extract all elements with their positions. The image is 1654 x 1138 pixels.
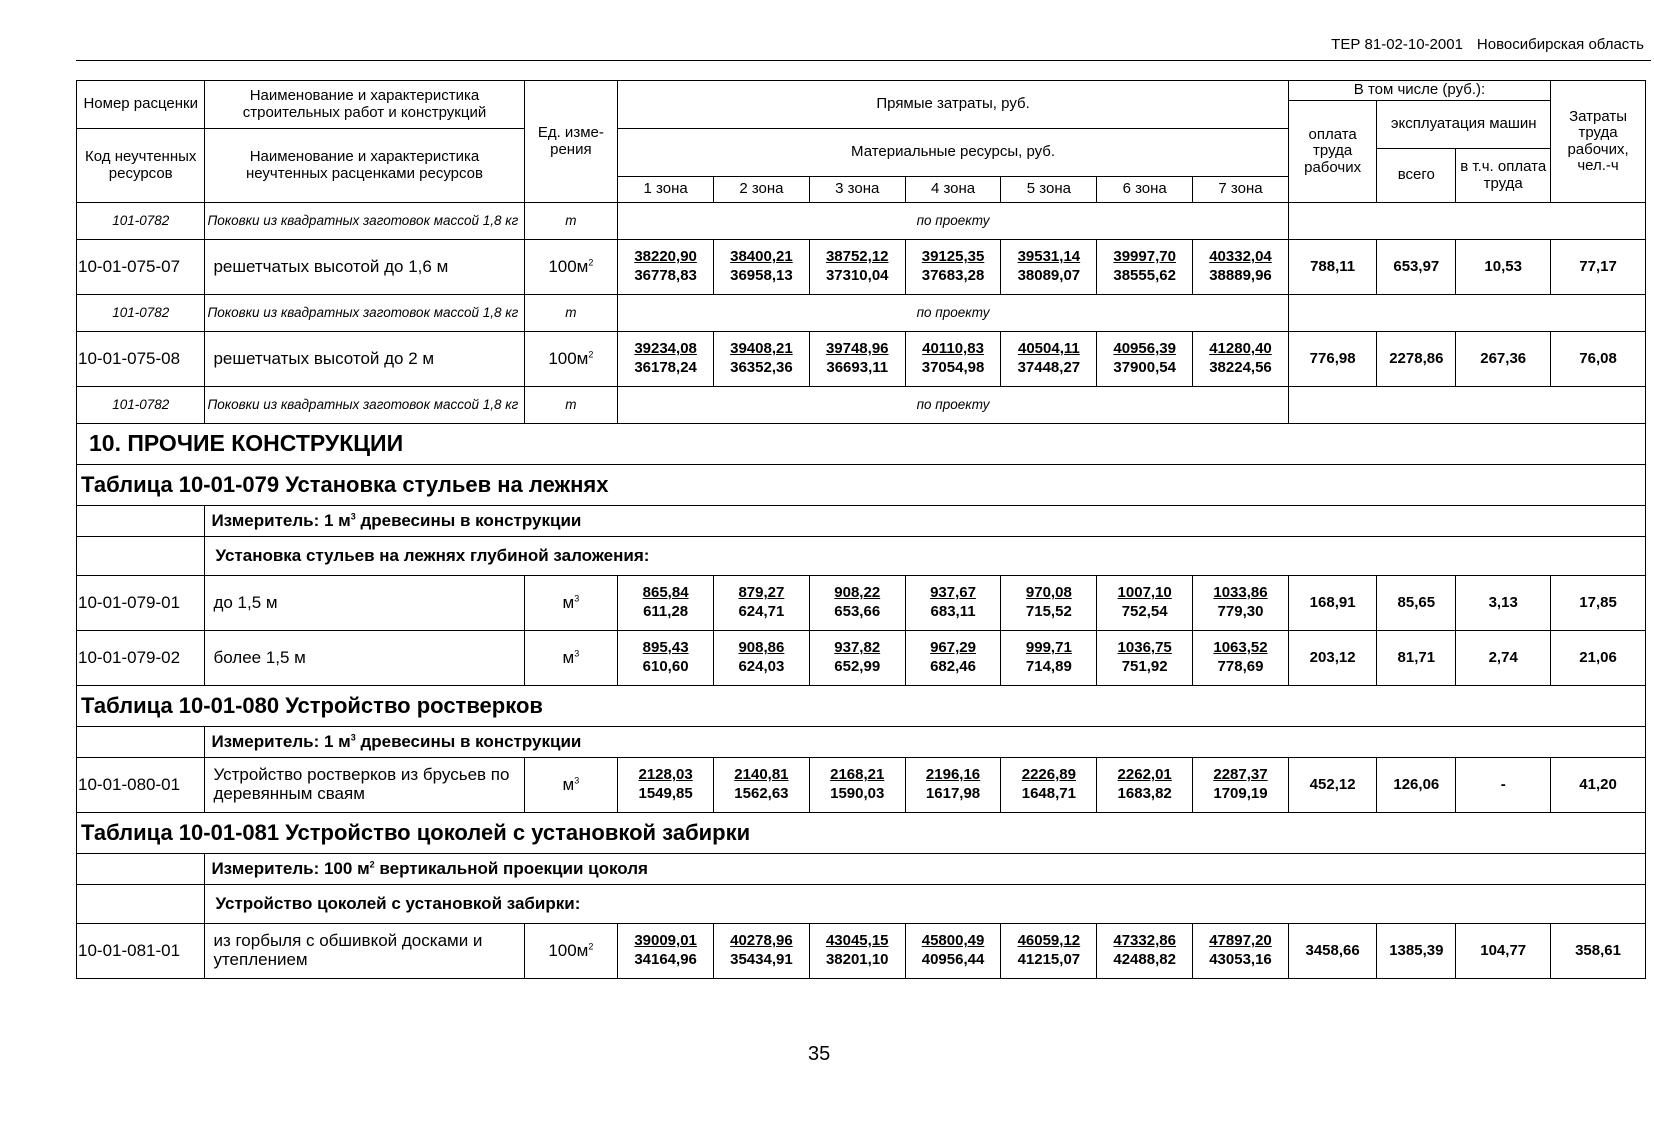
direct-cost: 937,82	[834, 639, 881, 657]
direct-cost: 45800,49	[921, 932, 985, 950]
material-cost: 683,11	[930, 603, 976, 620]
machine-total: 81,71	[1377, 631, 1456, 686]
zone-cost	[905, 332, 1001, 387]
material-cost: 624,71	[738, 603, 785, 620]
zone-cost	[1097, 240, 1193, 295]
work-name: решетчатых высотой до 2 м	[205, 332, 524, 387]
machine-labor: 267,36	[1456, 332, 1551, 387]
zone-cost	[714, 631, 810, 686]
page-number: 35	[808, 1043, 831, 1065]
zone-cost	[1097, 758, 1193, 813]
machine-total: 126,06	[1377, 758, 1456, 813]
rate-code: 10-01-075-07	[77, 240, 205, 295]
unit-sup: 2	[588, 941, 594, 951]
direct-cost: 2140,81	[734, 766, 789, 784]
material-cost: 34164,96	[634, 951, 697, 968]
subheading: Установка стульев на лежнях глубиной заложения:	[205, 537, 1646, 576]
machine-labor: 3,13	[1456, 576, 1551, 631]
work-name: до 1,5 м	[205, 576, 524, 631]
labor-pay: 203,12	[1288, 631, 1376, 686]
unit-text: м	[562, 774, 575, 794]
resource-name: Поковки из квадратных заготовок массой 1,8 кг	[205, 295, 524, 332]
labor-hours: 358,61	[1551, 924, 1646, 979]
unit	[524, 240, 618, 295]
material-cost: 40956,44	[921, 951, 985, 968]
zone-cost	[905, 576, 1001, 631]
zone-cost	[1193, 924, 1289, 979]
resource-note: по проекту	[618, 295, 1289, 332]
material-cost: 41215,07	[1017, 951, 1081, 968]
resource-row	[77, 387, 1646, 424]
zone-cost	[714, 332, 810, 387]
header-zone: 1 зона	[618, 177, 714, 203]
direct-cost: 38752,12	[825, 248, 889, 266]
machine-total: 653,97	[1377, 240, 1456, 295]
unit-sup: 3	[574, 775, 580, 785]
rate-code: 10-01-079-01	[77, 576, 205, 631]
measure-sup: 3	[350, 511, 356, 521]
resource-unit: т	[524, 295, 618, 332]
rate-code: 10-01-075-08	[77, 332, 205, 387]
direct-cost: 38400,21	[730, 248, 793, 266]
direct-cost: 2262,01	[1117, 766, 1172, 784]
labor-hours: 77,17	[1551, 240, 1646, 295]
material-cost: 37448,27	[1017, 359, 1081, 376]
zone-cost	[905, 631, 1001, 686]
direct-cost: 908,22	[834, 584, 881, 602]
material-cost: 36352,36	[730, 359, 793, 376]
material-cost: 38224,56	[1209, 359, 1272, 376]
direct-cost: 937,67	[930, 584, 976, 602]
direct-cost: 39531,14	[1017, 248, 1081, 266]
header-vtch: в т.ч. оплата труда	[1456, 149, 1551, 203]
resource-unit: т	[524, 203, 618, 240]
table-row	[77, 758, 1646, 813]
zone-cost	[714, 758, 810, 813]
direct-cost: 2226,89	[1021, 766, 1076, 784]
direct-cost: 2128,03	[638, 766, 693, 784]
document-code: ТЕР 81-02-10-2001	[1331, 36, 1463, 53]
direct-cost: 39997,70	[1113, 248, 1176, 266]
material-cost: 37054,98	[921, 359, 985, 376]
zone-cost	[618, 576, 714, 631]
zone-cost	[809, 332, 905, 387]
material-cost: 38089,07	[1017, 267, 1081, 284]
unit	[524, 758, 618, 813]
labor-hours: 17,85	[1551, 576, 1646, 631]
rate-code: 10-01-081-01	[77, 924, 205, 979]
unit	[524, 332, 618, 387]
header-ed: Ед. изме-рения	[524, 81, 618, 203]
region-name: Новосибирская область	[1476, 36, 1644, 53]
work-name: более 1,5 м	[205, 631, 524, 686]
unit	[524, 631, 618, 686]
price-table	[76, 80, 1646, 979]
measure-label	[205, 727, 1646, 758]
material-cost: 37310,04	[825, 267, 889, 284]
direct-cost: 39234,08	[634, 340, 697, 358]
direct-cost: 39009,01	[634, 932, 697, 950]
zone-cost	[714, 240, 810, 295]
material-cost: 37900,54	[1113, 359, 1176, 376]
direct-cost: 40110,83	[922, 340, 984, 358]
material-cost: 1562,63	[734, 785, 789, 802]
unit	[524, 576, 618, 631]
header-zone: 3 зона	[809, 177, 905, 203]
running-header	[1331, 36, 1644, 53]
work-name: из горбыля с обшивкой досками и утеплением	[205, 924, 524, 979]
material-cost: 652,99	[834, 658, 881, 675]
table-row	[77, 631, 1646, 686]
zone-cost	[618, 240, 714, 295]
work-name: решетчатых высотой до 1,6 м	[205, 240, 524, 295]
labor-pay: 452,12	[1288, 758, 1376, 813]
machine-total: 85,65	[1377, 576, 1456, 631]
direct-cost: 39125,35	[921, 248, 985, 266]
zone-cost	[714, 576, 810, 631]
resource-name: Поковки из квадратных заготовок массой 1,8 кг	[205, 387, 524, 424]
direct-cost: 43045,15	[825, 932, 889, 950]
material-cost: 38201,10	[825, 951, 889, 968]
header-pryamye: Прямые затраты, руб.	[618, 81, 1289, 129]
header-nomer: Номер расценки	[77, 81, 205, 129]
zone-cost	[1097, 576, 1193, 631]
machine-total: 2278,86	[1377, 332, 1456, 387]
header-zone: 5 зона	[1001, 177, 1097, 203]
measure-text-rest: древесины в конструкции	[355, 510, 582, 530]
resource-row	[77, 203, 1646, 240]
measure-text: Измеритель: 1 м	[211, 510, 351, 530]
unit	[524, 924, 618, 979]
direct-cost: 2168,21	[830, 766, 885, 784]
material-cost: 610,60	[642, 658, 689, 675]
zone-cost	[618, 332, 714, 387]
machine-labor: 104,77	[1456, 924, 1551, 979]
direct-cost: 1063,52	[1213, 639, 1268, 657]
direct-cost: 970,08	[1025, 584, 1072, 602]
zone-cost	[1001, 758, 1097, 813]
labor-hours: 76,08	[1551, 332, 1646, 387]
zone-cost	[1097, 924, 1193, 979]
labor-pay: 788,11	[1288, 240, 1376, 295]
zone-cost	[714, 924, 810, 979]
unit-text: м	[562, 592, 575, 612]
direct-cost: 895,43	[642, 639, 689, 657]
zone-cost	[809, 576, 905, 631]
labor-hours: 21,06	[1551, 631, 1646, 686]
measure-text: Измеритель: 1 м	[211, 731, 351, 751]
direct-cost: 865,84	[642, 584, 689, 602]
measure-sup: 2	[369, 859, 375, 869]
direct-cost: 1033,86	[1213, 584, 1268, 602]
rate-code: 10-01-079-02	[77, 631, 205, 686]
material-cost: 624,03	[738, 658, 785, 675]
resource-name: Поковки из квадратных заготовок массой 1,8 кг	[205, 203, 524, 240]
unit-sup: 2	[588, 257, 594, 267]
direct-cost: 39748,96	[825, 340, 889, 358]
zone-cost	[618, 758, 714, 813]
material-cost: 752,54	[1121, 603, 1168, 620]
zone-cost	[618, 631, 714, 686]
zone-cost	[1193, 332, 1289, 387]
measure-sup: 3	[350, 732, 356, 742]
resource-note: по проекту	[618, 387, 1289, 424]
resource-code: 101-0782	[77, 295, 205, 332]
zone-cost	[1097, 631, 1193, 686]
labor-pay: 168,91	[1288, 576, 1376, 631]
header-zone: 2 зона	[714, 177, 810, 203]
material-cost: 778,69	[1217, 658, 1264, 675]
material-cost: 36958,13	[730, 267, 793, 284]
resource-note: по проекту	[618, 203, 1289, 240]
zone-cost	[1001, 924, 1097, 979]
zone-cost	[1001, 631, 1097, 686]
zone-cost	[1193, 240, 1289, 295]
direct-cost: 40278,96	[730, 932, 793, 950]
zone-cost	[1001, 240, 1097, 295]
material-cost: 653,66	[834, 603, 881, 620]
header-kod: Код неучтенных ресурсов	[77, 129, 205, 203]
header-naim-res: Наименование и характеристика неучтенных расценками ресурсов	[205, 129, 524, 203]
direct-cost: 40332,04	[1209, 248, 1272, 266]
material-cost: 36178,24	[634, 359, 697, 376]
direct-cost: 46059,12	[1017, 932, 1081, 950]
labor-hours: 41,20	[1551, 758, 1646, 813]
table-row	[77, 576, 1646, 631]
zone-cost	[809, 758, 905, 813]
direct-cost: 40956,39	[1113, 340, 1176, 358]
zone-cost	[905, 240, 1001, 295]
table-title: Таблица 10-01-080 Устройство ростверков	[77, 686, 1646, 727]
header-naim: Наименование и характеристика строительных работ и конструкций	[205, 81, 524, 129]
material-cost: 1549,85	[638, 785, 693, 802]
zone-cost	[1193, 631, 1289, 686]
table-title: Таблица 10-01-079 Установка стульев на лежнях	[77, 465, 1646, 506]
header-material: Материальные ресурсы, руб.	[618, 129, 1289, 177]
material-cost: 1648,71	[1021, 785, 1076, 802]
machine-labor: 10,53	[1456, 240, 1551, 295]
zone-cost	[1001, 576, 1097, 631]
direct-cost: 908,86	[738, 639, 785, 657]
work-name: Устройство ростверков из брусьев по деревянным сваям	[205, 758, 524, 813]
material-cost: 1617,98	[925, 785, 981, 802]
material-cost: 35434,91	[730, 951, 793, 968]
table-header	[77, 81, 1646, 203]
header-vsego: всего	[1377, 149, 1456, 203]
machine-total: 1385,39	[1377, 924, 1456, 979]
section-heading: 10. ПРОЧИЕ КОНСТРУКЦИИ	[77, 424, 1646, 465]
resource-row	[77, 295, 1646, 332]
zone-cost	[1193, 758, 1289, 813]
zone-cost	[809, 631, 905, 686]
zone-cost	[1193, 576, 1289, 631]
direct-cost: 1036,75	[1117, 639, 1172, 657]
material-cost: 36693,11	[826, 359, 889, 376]
material-cost: 611,28	[643, 603, 689, 620]
rate-code: 10-01-080-01	[77, 758, 205, 813]
direct-cost: 38220,90	[634, 248, 697, 266]
direct-cost: 1007,10	[1117, 584, 1172, 602]
header-ekspl: эксплуатация машин	[1377, 101, 1551, 149]
zone-cost	[1001, 332, 1097, 387]
direct-cost: 47332,86	[1113, 932, 1176, 950]
direct-cost: 39408,21	[730, 340, 793, 358]
direct-cost: 879,27	[738, 584, 785, 602]
material-cost: 38555,62	[1113, 267, 1176, 284]
resource-unit: т	[524, 387, 618, 424]
unit-text: 100м	[548, 256, 589, 276]
labor-pay: 3458,66	[1288, 924, 1376, 979]
zone-cost	[809, 924, 905, 979]
material-cost: 715,52	[1025, 603, 1072, 620]
table-title: Таблица 10-01-081 Устройство цоколей с установкой забирки	[77, 813, 1646, 854]
header-oplata: оплата труда рабочих	[1288, 101, 1376, 203]
unit-sup: 2	[588, 349, 594, 359]
direct-cost: 2287,37	[1213, 766, 1268, 784]
header-zone: 4 зона	[905, 177, 1001, 203]
measure-text-rest: вертикальной проекции цоколя	[374, 858, 648, 878]
material-cost: 714,89	[1025, 658, 1072, 675]
material-cost: 1683,82	[1117, 785, 1172, 802]
measure-text-rest: древесины в конструкции	[355, 731, 582, 751]
zone-cost	[809, 240, 905, 295]
resource-code: 101-0782	[77, 203, 205, 240]
measure-label	[205, 854, 1646, 885]
material-cost: 38889,96	[1209, 267, 1272, 284]
zone-cost	[618, 924, 714, 979]
header-v-tom-chisle: В том числе (руб.):	[1288, 81, 1550, 101]
material-cost: 751,92	[1121, 658, 1168, 675]
material-cost: 43053,16	[1209, 951, 1272, 968]
unit-text: 100м	[548, 940, 589, 960]
machine-labor: -	[1456, 758, 1551, 813]
header-rule	[76, 60, 1651, 61]
measure-text: Измеритель: 100 м	[211, 858, 370, 878]
unit-text: м	[562, 647, 575, 667]
zone-cost	[905, 924, 1001, 979]
direct-cost: 40504,11	[1017, 340, 1080, 358]
zone-cost	[905, 758, 1001, 813]
zone-cost	[1097, 332, 1193, 387]
direct-cost: 967,29	[930, 639, 976, 657]
material-cost: 42488,82	[1113, 951, 1176, 968]
measure-label	[205, 506, 1646, 537]
table-row	[77, 332, 1646, 387]
header-zone: 6 зона	[1097, 177, 1193, 203]
table-row	[77, 240, 1646, 295]
header-zatraty: Затраты труда рабочих, чел.-ч	[1551, 81, 1646, 203]
resource-code: 101-0782	[77, 387, 205, 424]
material-cost: 1590,03	[830, 785, 885, 802]
direct-cost: 999,71	[1025, 639, 1072, 657]
unit-sup: 3	[574, 648, 580, 658]
direct-cost: 2196,16	[925, 766, 981, 784]
material-cost: 682,46	[930, 658, 976, 675]
direct-cost: 47897,20	[1209, 932, 1272, 950]
material-cost: 37683,28	[921, 267, 985, 284]
labor-pay: 776,98	[1288, 332, 1376, 387]
material-cost: 1709,19	[1213, 785, 1268, 802]
material-cost: 36778,83	[634, 267, 697, 284]
subheading: Устройство цоколей с установкой забирки:	[205, 885, 1646, 924]
material-cost: 779,30	[1217, 603, 1264, 620]
table-row	[77, 924, 1646, 979]
header-zone: 7 зона	[1193, 177, 1289, 203]
unit-text: 100м	[548, 348, 589, 368]
unit-sup: 3	[574, 593, 580, 603]
machine-labor: 2,74	[1456, 631, 1551, 686]
direct-cost: 41280,40	[1209, 340, 1272, 358]
